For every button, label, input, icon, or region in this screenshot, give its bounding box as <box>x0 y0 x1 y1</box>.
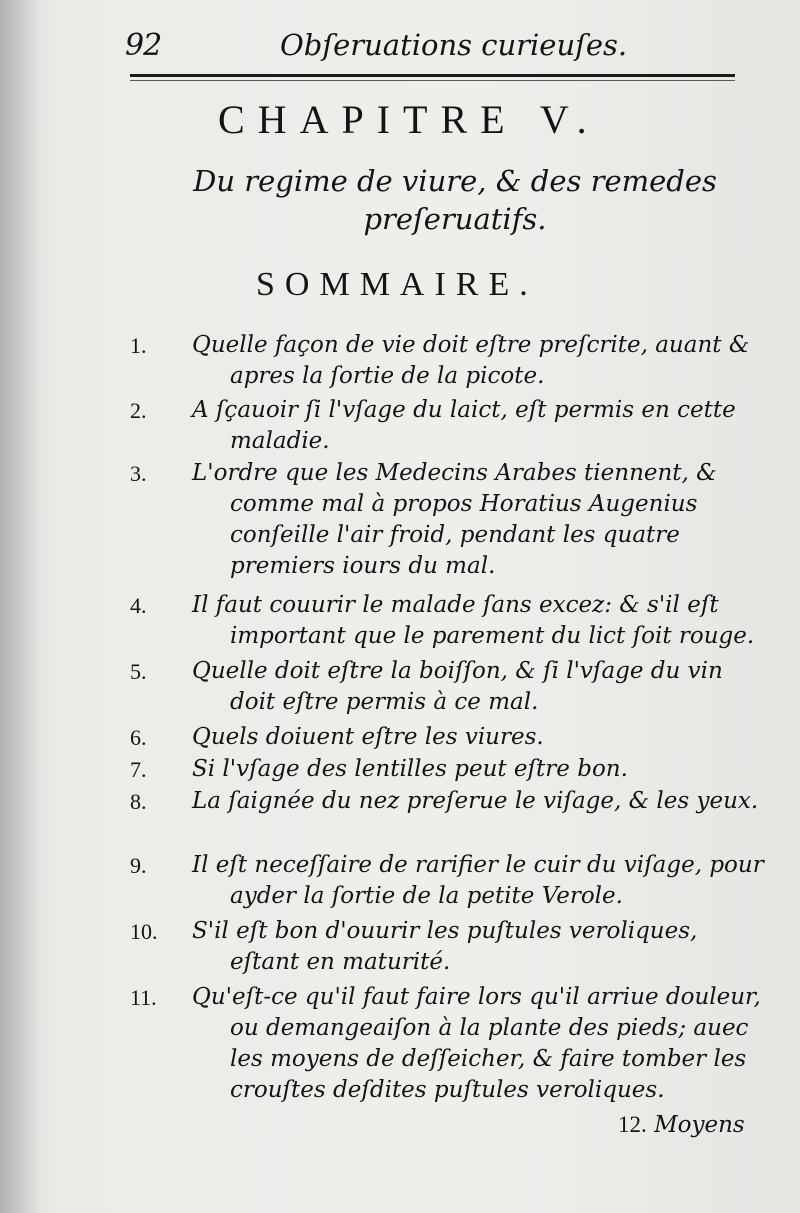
item-number: 1. <box>130 333 147 358</box>
item-number: 4. <box>130 593 147 618</box>
summary-item <box>130 395 770 457</box>
summary-item <box>130 786 770 817</box>
item-text: Quels doiuent eſtre les viures. <box>192 724 544 750</box>
catchword-number: 12. <box>618 1112 647 1137</box>
item-text: Si l'vſage des lentilles peut eſtre bon. <box>192 756 628 782</box>
summary-item <box>130 590 770 652</box>
item-number: 6. <box>130 725 147 750</box>
header-rule <box>130 74 735 77</box>
summary-item <box>130 330 770 392</box>
item-text: Quelle façon de vie doit eſtre preſcrite, auant & apres la ſortie de la picote. <box>192 332 750 389</box>
item-number: 10. <box>130 919 158 944</box>
header-rule-thin <box>130 80 735 81</box>
running-head: Obſeruations curieuſes. <box>280 28 628 62</box>
item-text: Qu'eſt-ce qu'il faut faire lors qu'il arriue douleur, ou demangeaiſon à la plante des pieds; auec les moyens de deſſeicher, & faire tomber les crouſtes deſdites puſtules veroliques. <box>192 984 761 1103</box>
summary-item <box>130 656 770 718</box>
item-text: A ſçauoir ſi l'vſage du laict, eſt permis en cette maladie. <box>192 397 736 454</box>
item-number: 2. <box>130 398 147 423</box>
item-number: 5. <box>130 659 147 684</box>
item-number: 9. <box>130 853 147 878</box>
summary-item <box>130 722 770 753</box>
page-gutter-shadow <box>0 0 40 1213</box>
summary-item <box>130 916 770 978</box>
item-text: Il eſt neceſſaire de rarifier le cuir du viſage, pour ayder la ſortie de la petite Verole. <box>192 852 764 909</box>
summary-item <box>130 982 770 1106</box>
page-header <box>125 28 745 68</box>
summary-heading: SOMMAIRE. <box>256 266 538 303</box>
subtitle-line-2: preſeruatifs. <box>363 202 547 236</box>
summary-item <box>130 754 770 785</box>
item-text: Il faut couurir le malade ſans excez: & s'il eſt important que le parement du lict ſoit rouge. <box>192 592 755 649</box>
summary-item <box>130 458 770 582</box>
item-number: 3. <box>130 461 147 486</box>
chapter-subtitle <box>150 162 760 238</box>
catchword <box>618 1112 745 1138</box>
item-number: 7. <box>130 757 147 782</box>
item-text: L'ordre que les Medecins Arabes tiennent, & comme mal à propos Horatius Augenius conſeille l'air froid, pendant les quatre premiers iours du mal. <box>192 460 717 579</box>
page-number: 92 <box>125 28 162 63</box>
summary-item <box>130 850 770 912</box>
subtitle-line-1: Du regime de viure, & des remedes <box>193 164 717 198</box>
catchword-word: Moyens <box>654 1112 745 1138</box>
chapter-title: CHAPITRE V. <box>218 97 600 142</box>
item-text: Quelle doit eſtre la boiſſon, & ſi l'vſage du vin doit eſtre permis à ce mal. <box>192 658 723 715</box>
item-number: 8. <box>130 789 147 814</box>
item-text: La ſaignée du nez preſerue le viſage, & les yeux. <box>192 788 759 814</box>
item-text: S'il eſt bon d'ouurir les puſtules veroliques, eſtant en maturité. <box>192 918 698 975</box>
item-number: 11. <box>130 985 157 1010</box>
